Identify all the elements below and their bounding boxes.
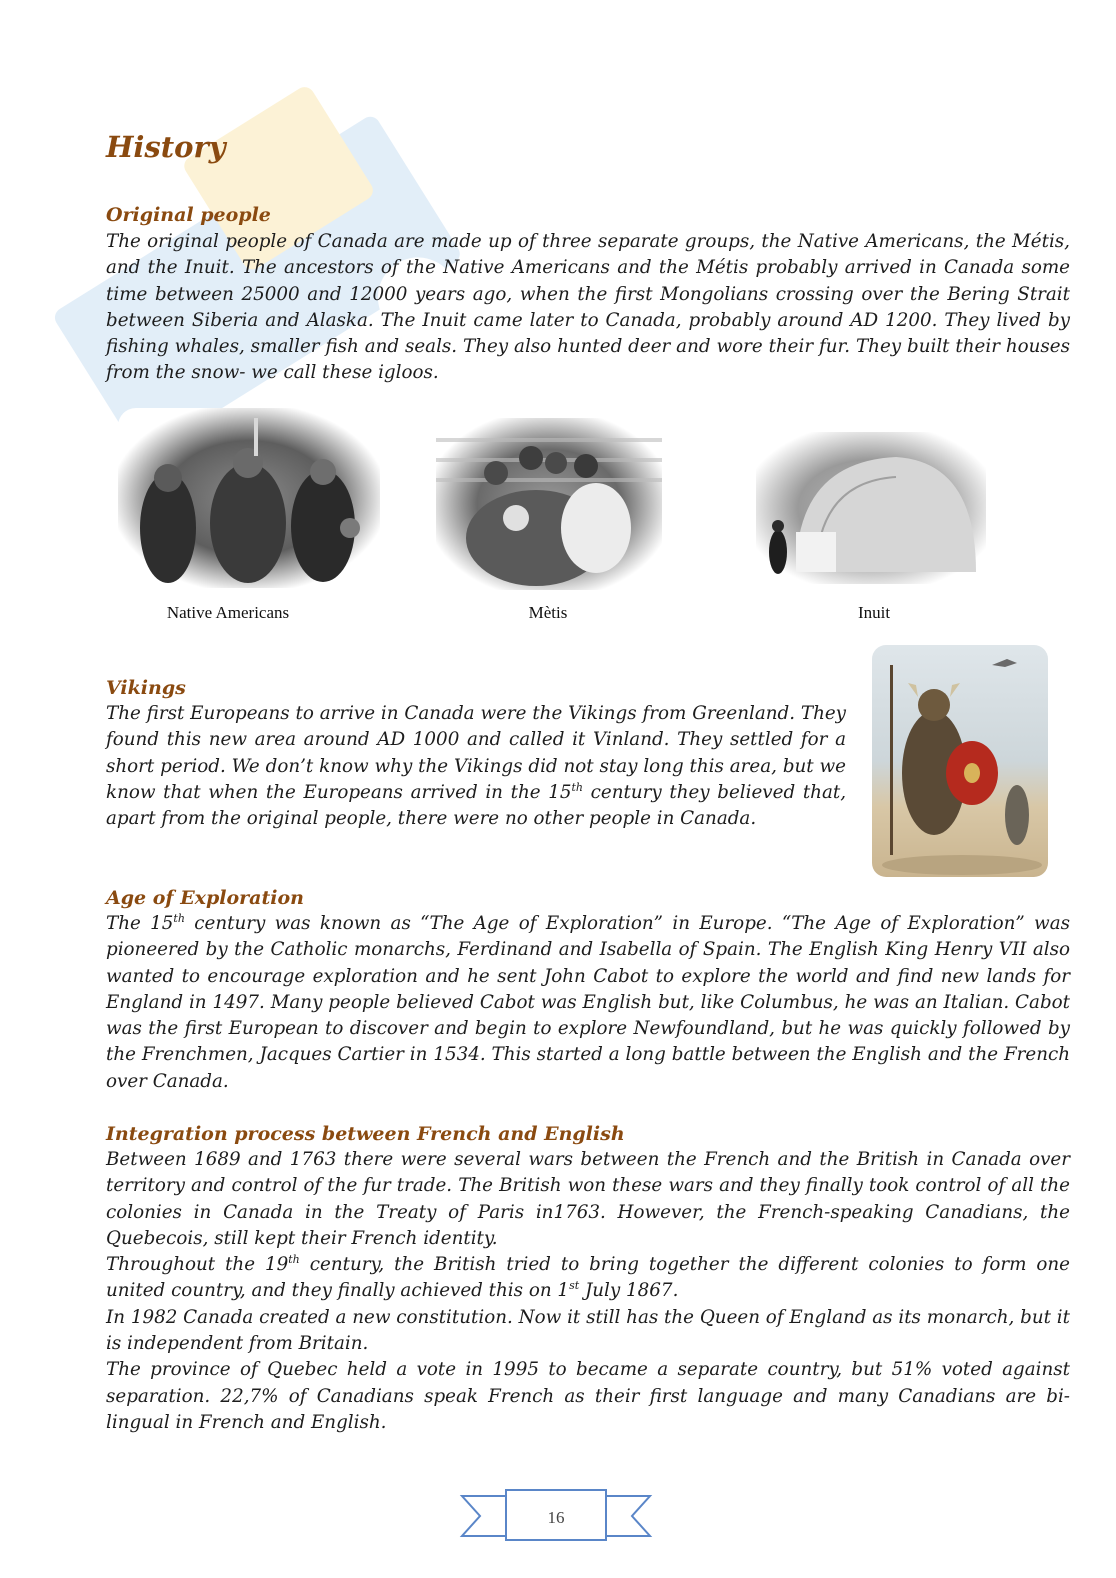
paragraph-integration-4: The province of Quebec held a vote in 1995 to became a separate country, but 51% voted against separation. 22,7% of Canadians speak French as their first language and many Canadians are bi-lingual in French and English. bbox=[106, 1359, 1070, 1433]
paragraph-original-people: The original people of Canada are made up of three separate groups, the Native Americans, the Métis, and the Inuit. The ancestors of the Native Americans and the Métis probably arrived in Canada some time between 25000 and 12000 years ago, when the first Mongolians crossing over the Bering Strait between Siberia and Alaska. The Inuit came later to Canada, probably around AD 1200. They lived by fishing whales, smaller fish and seals. They also hunted deer and wore their fur. They built their houses from the snow- we call these igloos. bbox=[106, 231, 1070, 384]
native-americans-photo bbox=[118, 408, 380, 588]
integration-body bbox=[106, 1147, 1070, 1436]
caption-native-americans: Native Americans bbox=[166, 603, 290, 622]
paragraph-vikings: The first Europeans to arrive in Canada were the Vikings from Greenland. They found this new area around AD 1000 and called it Vinland. They settled for a short period. We don’t know why the Vikings did not stay long this area, but we know that when the Europeans arrived in the 15th century they believed that, apart from the original people, there were no other people in Canada. bbox=[106, 703, 847, 830]
paragraph-integration-2: Throughout the 19th century, the British tried to bring together the different colonies to form one united country, and they finally achieved this on 1st July 1867. bbox=[106, 1253, 1071, 1302]
inuit-igloo-photo bbox=[756, 432, 986, 584]
page-number: 16 bbox=[547, 1508, 565, 1527]
caption-inuit: Inuit bbox=[857, 603, 891, 622]
heading-age-of-exploration: Age of Exploration bbox=[106, 887, 304, 909]
heading-vikings: Vikings bbox=[106, 677, 186, 699]
paragraph-age-of-exploration: The 15th century was known as “The Age of Exploration” in Europe. “The Age of Exploration” was pioneered by the Catholic monarchs, Ferdinand and Isabella of Spain. The English King Henry VII also wanted to encourage exploration and he sent John Cabot to explore the world and find new lands for England in 1497. Many people believed Cabot was English but, like Columbus, he was an Italian. Cabot was the first European to discover and begin to explore Newfoundland, but he was quickly followed by the Frenchmen, Jacques Cartier in 1534. This started a long battle between the English and the French over Canada. bbox=[106, 911, 1070, 1092]
heading-integration: Integration process between French and English bbox=[106, 1123, 625, 1145]
metis-photo bbox=[436, 418, 662, 590]
heading-original-people: Original people bbox=[106, 204, 271, 226]
page-title: History bbox=[106, 130, 226, 164]
caption-metis: Mètis bbox=[528, 603, 568, 622]
paragraph-integration-1: Between 1689 and 1763 there were several wars between the French and the British in Canada over territory and control of the fur trade. The British won these wars and they finally took control of all the colonies in Canada in the Treaty of Paris in1763. However, the French-speaking Canadians, the Quebecois, still kept their French identity. bbox=[106, 1149, 1070, 1249]
paragraph-integration-3: In 1982 Canada created a new constitution. Now it still has the Queen of England as its monarch, but it is independent from Britain. bbox=[106, 1306, 1070, 1355]
viking-illustration bbox=[872, 645, 1048, 877]
